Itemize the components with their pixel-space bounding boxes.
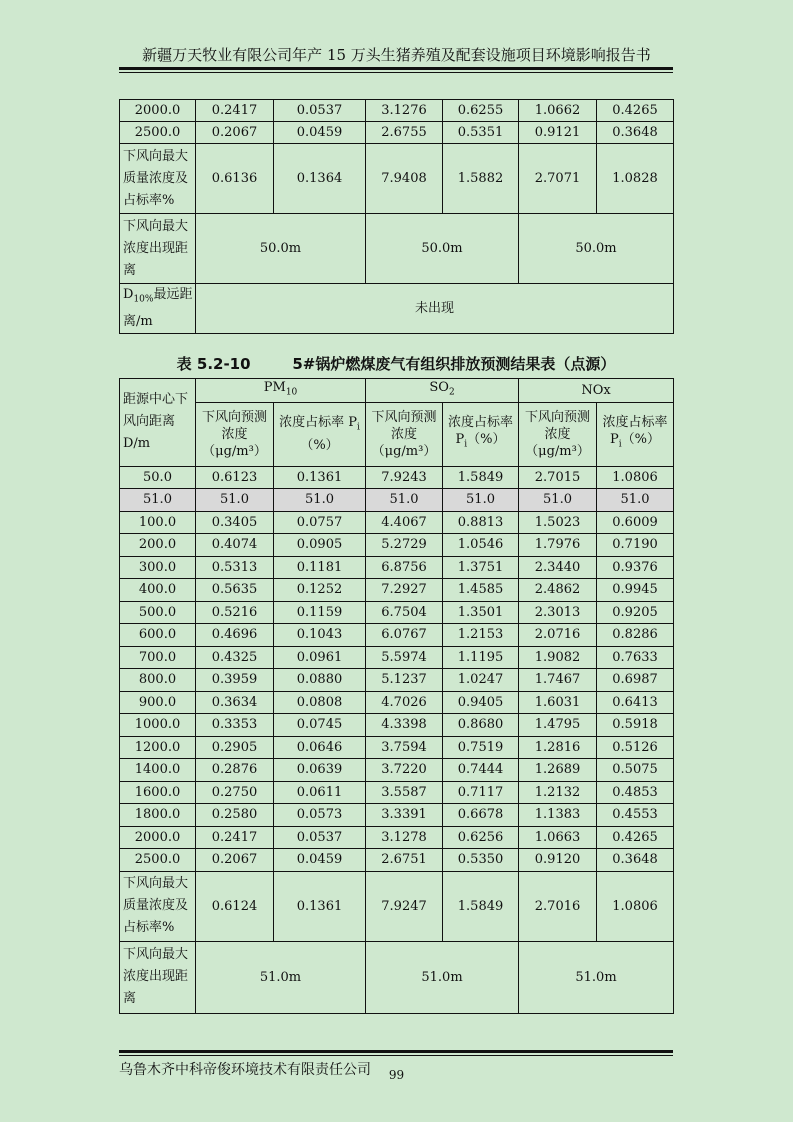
value-cell: 7.2927 (366, 579, 443, 602)
value-cell: 3.3391 (366, 804, 443, 827)
value-cell: 51.0 (274, 489, 366, 512)
footer-company: 乌鲁木齐中科帝俊环境技术有限责任公司 (119, 1062, 371, 1078)
value-cell: 0.5075 (597, 759, 674, 782)
value-cell: 51.0 (519, 489, 597, 512)
value-cell: 1.0247 (443, 669, 519, 692)
value-cell: 2.4862 (519, 579, 597, 602)
value-cell: 0.1043 (274, 624, 366, 647)
table-row (120, 556, 674, 579)
d10-label: $D_{10\%}$最远距离/m (120, 284, 196, 334)
value-cell: 6.0767 (366, 624, 443, 647)
table-continuation (119, 99, 674, 334)
value-cell: 1.3751 (443, 556, 519, 579)
value-cell: 0.0459 (274, 849, 366, 872)
value-cell: 1.6031 (519, 691, 597, 714)
distance-cell: 1200.0 (120, 736, 196, 759)
value-cell: 0.6009 (597, 511, 674, 534)
value-cell: 1.4795 (519, 714, 597, 737)
value-cell: 0.6256 (443, 826, 519, 849)
distance-cell: 600.0 (120, 624, 196, 647)
value-cell: 0.1252 (274, 579, 366, 602)
distance-cell: 1000.0 (120, 714, 196, 737)
table-row (120, 736, 674, 759)
value-cell: 0.9945 (597, 579, 674, 602)
ratio-header: 浓度占标率 $P_i(\%)$ (597, 402, 674, 466)
table-row (120, 511, 674, 534)
table-row (120, 804, 674, 827)
value-cell: 0.7633 (597, 646, 674, 669)
distance-cell: 1600.0 (120, 781, 196, 804)
value-cell: 0.4265 (597, 826, 674, 849)
value-cell: 4.7026 (366, 691, 443, 714)
value-cell: 7.9243 (366, 466, 443, 489)
conc-header: 下风向预测浓度（μg/m³） (366, 402, 443, 466)
value-cell: 0.0573 (274, 804, 366, 827)
value-cell: 0.2905 (196, 736, 274, 759)
table-row: 2000.0 0.2417 0.0537 3.1276 0.6255 1.0662 0.4265 (120, 100, 674, 122)
pm10-header: $PM_{10}$ (196, 379, 366, 403)
value-cell: 4.3398 (366, 714, 443, 737)
table-row (120, 579, 674, 602)
value-cell: 0.1181 (274, 556, 366, 579)
table-row: 2500.0 0.2067 0.0459 2.6755 0.5351 0.9121 0.3648 (120, 122, 674, 144)
value-cell: 0.4853 (597, 781, 674, 804)
table-5-2-10 (119, 378, 674, 1014)
value-cell: 0.0905 (274, 534, 366, 557)
value-cell: 0.9205 (597, 601, 674, 624)
value-cell: 0.5126 (597, 736, 674, 759)
table-caption: 表 5.2-10 5#锅炉燃煤废气有组织排放预测结果表（点源） (176, 355, 616, 373)
table-row (120, 849, 674, 872)
value-cell: 1.2689 (519, 759, 597, 782)
value-cell: 0.3634 (196, 691, 274, 714)
page-number: 99 (388, 1068, 405, 1082)
value-cell: 51.0 (196, 489, 274, 512)
value-cell: 0.3405 (196, 511, 274, 534)
value-cell: 0.3353 (196, 714, 274, 737)
nox-header: NOx (519, 379, 674, 403)
distance-cell: 900.0 (120, 691, 196, 714)
value-cell: 0.0961 (274, 646, 366, 669)
table-row (120, 466, 674, 489)
value-cell: 0.2417 (196, 826, 274, 849)
value-cell: 0.2876 (196, 759, 274, 782)
value-cell: 1.7976 (519, 534, 597, 557)
value-cell: 0.0646 (274, 736, 366, 759)
table-row (120, 489, 674, 512)
d10-row: $D_{10\%}$最远距离/m 未出现 (120, 284, 674, 334)
distance-cell: 50.0 (120, 466, 196, 489)
value-cell: 5.2729 (366, 534, 443, 557)
value-cell: 0.4696 (196, 624, 274, 647)
distance-cell: 2000.0 (120, 826, 196, 849)
value-cell: 0.0611 (274, 781, 366, 804)
max-distance-row: 下风向最大浓度出现距离 50.0m 50.0m 50.0m (120, 214, 674, 284)
distance-cell: 500.0 (120, 601, 196, 624)
value-cell: 3.7594 (366, 736, 443, 759)
value-cell: 0.6123 (196, 466, 274, 489)
value-cell: 1.5023 (519, 511, 597, 534)
value-cell: 0.1361 (274, 466, 366, 489)
max-distance-row: 下风向最大浓度出现距离 51.0m 51.0m 51.0m (120, 941, 674, 1013)
value-cell: 2.3440 (519, 556, 597, 579)
value-cell: 0.0757 (274, 511, 366, 534)
value-cell: 2.6751 (366, 849, 443, 872)
value-cell: 4.4067 (366, 511, 443, 534)
ratio-header: 浓度占标率 $P_i(\%)$ (443, 402, 519, 466)
distance-cell: 800.0 (120, 669, 196, 692)
value-cell: 0.3959 (196, 669, 274, 692)
value-cell: 5.5974 (366, 646, 443, 669)
table-row (120, 714, 674, 737)
table-row (120, 759, 674, 782)
value-cell: 0.6678 (443, 804, 519, 827)
table-row (120, 534, 674, 557)
value-cell: 1.2816 (519, 736, 597, 759)
value-cell: 1.4585 (443, 579, 519, 602)
value-cell: 2.3013 (519, 601, 597, 624)
value-cell: 1.0806 (597, 466, 674, 489)
table-row (120, 826, 674, 849)
distance-cell: 100.0 (120, 511, 196, 534)
max-concentration-row: 下风向最大质量浓度及占标率% 0.6136 0.1364 7.9408 1.5882 2.7071 1.0828 (120, 144, 674, 214)
value-cell: 0.3648 (597, 849, 674, 872)
table-row (120, 624, 674, 647)
value-cell: 0.7190 (597, 534, 674, 557)
table-row (120, 669, 674, 692)
value-cell: 1.1383 (519, 804, 597, 827)
value-cell: 0.4074 (196, 534, 274, 557)
value-cell: 0.4553 (597, 804, 674, 827)
footer-rule (119, 1050, 673, 1053)
so2-header: $SO_2$ (366, 379, 519, 403)
conc-header: 下风向预测浓度（μg/m³） (196, 402, 274, 466)
col-distance-header: 距源中心下风向距离D/m (120, 379, 196, 467)
max-concentration-row: 下风向最大质量浓度及占标率% 0.6124 0.1361 7.9247 1.5849 2.7016 1.0806 (120, 871, 674, 941)
value-cell: 0.5918 (597, 714, 674, 737)
value-cell: 0.5350 (443, 849, 519, 872)
value-cell: 0.5216 (196, 601, 274, 624)
value-cell: 0.0880 (274, 669, 366, 692)
header-row-subcols (120, 402, 674, 466)
distance-cell: 2500.0 (120, 849, 196, 872)
footer-rule-thin (119, 1055, 673, 1056)
distance-cell: 51.0 (120, 489, 196, 512)
distance-cell: 1800.0 (120, 804, 196, 827)
value-cell: 3.5587 (366, 781, 443, 804)
ratio-header: 浓度占标率 $P_i(\%)$ (274, 402, 366, 466)
value-cell: 0.2750 (196, 781, 274, 804)
value-cell: 0.6987 (597, 669, 674, 692)
value-cell: 0.5313 (196, 556, 274, 579)
value-cell: 0.9120 (519, 849, 597, 872)
value-cell: 0.0639 (274, 759, 366, 782)
distance-cell: 200.0 (120, 534, 196, 557)
value-cell: 3.1278 (366, 826, 443, 849)
value-cell: 0.1159 (274, 601, 366, 624)
header-row-pollutants (120, 379, 674, 403)
distance-cell: 400.0 (120, 579, 196, 602)
distance-cell: 1400.0 (120, 759, 196, 782)
value-cell: 1.2132 (519, 781, 597, 804)
value-cell: 0.8286 (597, 624, 674, 647)
table-row (120, 781, 674, 804)
value-cell: 0.8813 (443, 511, 519, 534)
value-cell: 0.5635 (196, 579, 274, 602)
value-cell: 51.0 (597, 489, 674, 512)
value-cell: 0.4325 (196, 646, 274, 669)
value-cell: 0.7444 (443, 759, 519, 782)
value-cell: 1.0546 (443, 534, 519, 557)
value-cell: 0.7117 (443, 781, 519, 804)
conc-header: 下风向预测浓度（μg/m³） (519, 402, 597, 466)
value-cell: 0.9405 (443, 691, 519, 714)
value-cell: 5.1237 (366, 669, 443, 692)
value-cell: 0.0537 (274, 826, 366, 849)
value-cell: 6.8756 (366, 556, 443, 579)
page-header: 新疆万天牧业有限公司年产 15 万头生猪养殖及配套设施项目环境影响报告书 (142, 46, 651, 64)
value-cell: 1.7467 (519, 669, 597, 692)
value-cell: 0.7519 (443, 736, 519, 759)
table-row (120, 601, 674, 624)
value-cell: 0.0745 (274, 714, 366, 737)
value-cell: 1.5849 (443, 466, 519, 489)
value-cell: 2.0716 (519, 624, 597, 647)
value-cell: 1.9082 (519, 646, 597, 669)
value-cell: 51.0 (366, 489, 443, 512)
value-cell: 0.6413 (597, 691, 674, 714)
value-cell: 2.7015 (519, 466, 597, 489)
distance-cell: 700.0 (120, 646, 196, 669)
table-row (120, 691, 674, 714)
value-cell: 1.1195 (443, 646, 519, 669)
value-cell: 0.8680 (443, 714, 519, 737)
header-rule-thin (119, 72, 673, 73)
value-cell: 1.0663 (519, 826, 597, 849)
header-rule (119, 67, 673, 70)
value-cell: 6.7504 (366, 601, 443, 624)
value-cell: 0.0808 (274, 691, 366, 714)
value-cell: 1.3501 (443, 601, 519, 624)
value-cell: 3.7220 (366, 759, 443, 782)
value-cell: 0.9376 (597, 556, 674, 579)
value-cell: 0.2580 (196, 804, 274, 827)
value-cell: 0.2067 (196, 849, 274, 872)
value-cell: 1.2153 (443, 624, 519, 647)
value-cell: 51.0 (443, 489, 519, 512)
table-row (120, 646, 674, 669)
distance-cell: 300.0 (120, 556, 196, 579)
